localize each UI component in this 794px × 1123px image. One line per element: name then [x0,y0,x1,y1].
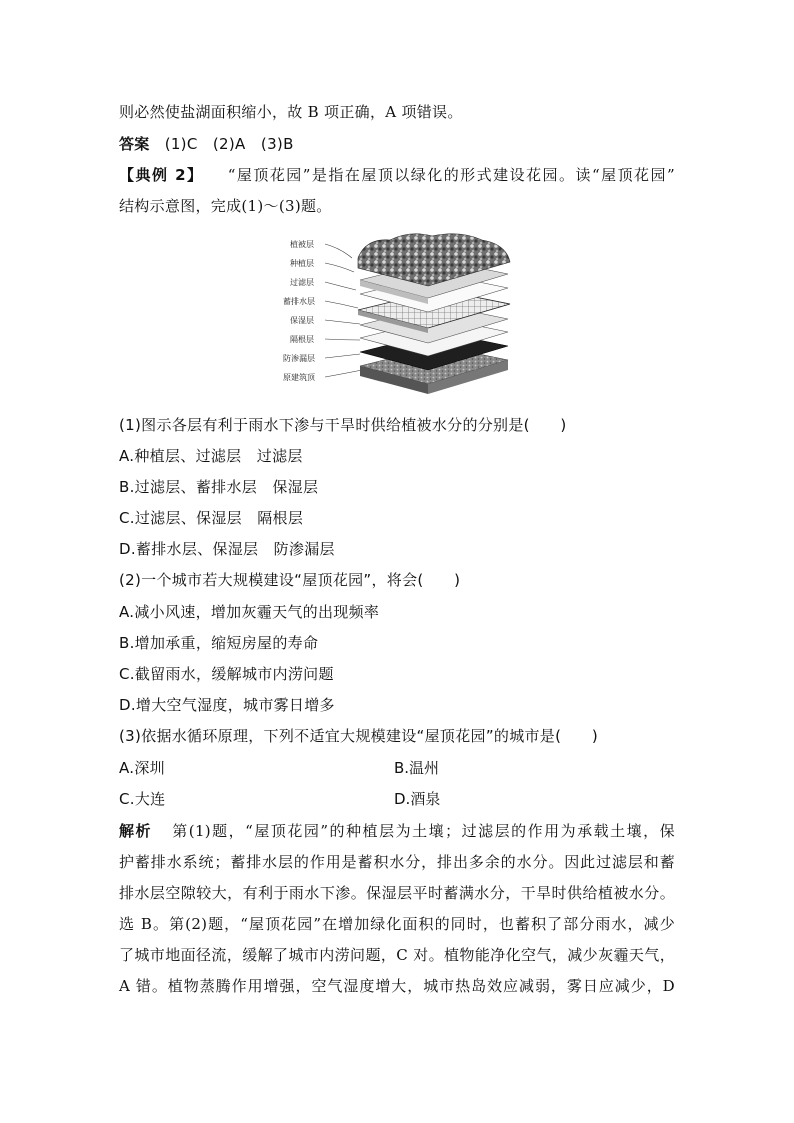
question-1-option-a: A.种植层、过滤层 过滤层 [119,447,303,465]
leader-lines [325,244,362,377]
roof-garden-diagram [270,228,530,398]
question-2-option-a: A.减小风速，增加灰霾天气的出现频率 [119,603,380,621]
roof-garden-svg [270,228,530,398]
question-2-option-b: B.增加承重，缩短房屋的寿命 [119,634,319,652]
analysis-line-6: A 错。植物蒸腾作用增强，空气湿度增大，城市热岛效应减弱，雾日应减少，D [119,977,675,995]
question-3-option-a: A.深圳 [119,759,165,777]
analysis-label: 解析 [119,822,153,840]
label-root-barrier: 隔根层 [290,335,314,344]
analysis-line-3: 排水层空隙较大，有利于雨水下渗。保湿层平时蓄满水分，干旱时供给植被水分。 [119,884,675,902]
label-filter: 过滤层 [290,278,314,287]
analysis-line-1 [119,821,675,841]
label-waterproof: 防渗漏层 [283,354,315,363]
label-moisture: 保湿层 [290,316,314,325]
question-1-option-c: C.过滤层、保湿层 隔根层 [119,509,304,527]
question-2-option-c: C.截留雨水，缓解城市内涝问题 [119,665,334,683]
question-3-option-b: B.温州 [394,759,440,777]
intro-line: 则必然使盐湖面积缩小，故 B 项正确，A 项错误。 [119,103,463,121]
example-line-2: 结构示意图，完成(1)～(3)题。 [119,197,332,215]
label-planting: 种植层 [290,259,314,268]
example-text-1: “屋顶花园”是指在屋顶以绿化的形式建设花园。读“屋顶花园” [227,166,675,184]
label-drainage: 蓄排水层 [283,297,315,306]
question-1-option-d: D.蓄排水层、保湿层 防渗漏层 [119,540,335,558]
label-roof: 原建筑顶 [283,373,315,382]
label-vegetation: 植被层 [290,240,314,249]
answer-line [119,134,294,154]
question-1-option-b: B.过滤层、蓄排水层 保湿层 [119,478,319,496]
question-2-stem: (2)一个城市若大规模建设“屋顶花园”，将会( ) [119,571,461,589]
example-tag: 【典例 2】 [119,166,204,184]
example-line-1 [119,165,675,185]
analysis-text-1: 第(1)题，“屋顶花园”的种植层为土壤；过滤层的作用为承载土壤，保 [172,822,675,840]
analysis-line-4: 选 B。第(2)题，“屋顶花园”在增加绿化面积的同时，也蓄积了部分雨水，减少 [119,915,675,933]
analysis-line-5: 了城市地面径流，缓解了城市内涝问题，C 对。植物能净化空气，减少灰霾天气， [119,946,675,964]
question-1-stem: (1)图示各层有利于雨水下渗与干旱时供给植被水分的分别是( ) [119,416,567,434]
question-2-option-d: D.增大空气湿度，城市雾日增多 [119,696,335,714]
answer-text: (1)C (2)A (3)B [164,135,294,153]
analysis-line-2: 护蓄排水系统；蓄排水层的作用是蓄积水分，排出多余的水分。因此过滤层和蓄 [119,853,675,871]
question-3-stem: (3)依据水循环原理，下列不适宜大规模建设“屋顶花园”的城市是( ) [119,727,598,745]
answer-label: 答案 [119,135,150,153]
question-3-option-c: C.大连 [119,790,166,808]
question-3-option-d: D.酒泉 [394,790,441,808]
layer-labels [283,239,316,382]
